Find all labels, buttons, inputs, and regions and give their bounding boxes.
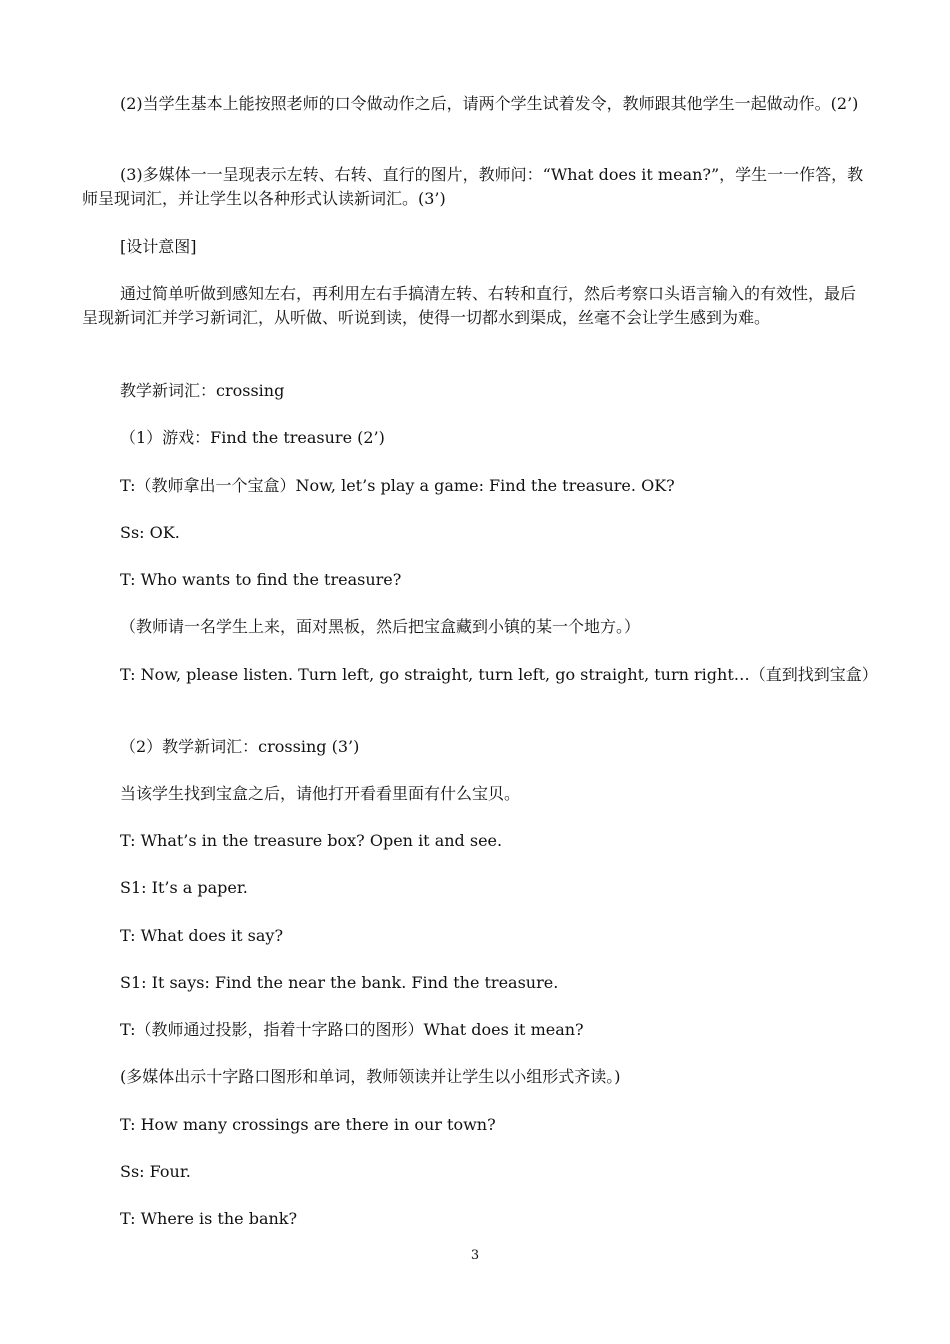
dialogue-line: T:（教师拿出一个宝盒）Now, let’s play a game: Find the treasure. OK? bbox=[120, 476, 675, 495]
dialogue-line: T: Who wants to find the treasure? bbox=[120, 570, 402, 589]
stage-direction: 当该学生找到宝盒之后，请他打开看看里面有什么宝贝。 bbox=[120, 784, 521, 803]
paragraph-step-3: (3)多媒体一一呈现表示左转、右转、直行的图片，教师问：“What does it mean?”，学生一一作答，教师呈现词汇，并让学生以各种形式认读新词汇。(3’) bbox=[82, 165, 864, 208]
stage-direction: （教师请一名学生上来，面对黑板，然后把宝盒藏到小镇的某一个地方。） bbox=[120, 617, 641, 636]
dialogue-line: Ss: OK. bbox=[120, 523, 180, 542]
paragraph-new-vocabulary: 教学新词汇：crossing bbox=[120, 381, 285, 400]
dialogue-line: Ss: Four. bbox=[120, 1162, 191, 1181]
paragraph-teach-crossing-heading: （2）教学新词汇：crossing (3’) bbox=[120, 737, 360, 756]
paragraph-game-heading: （1）游戏：Find the treasure (2’) bbox=[120, 428, 385, 447]
dialogue-line: S1: It says: Find the near the bank. Find the treasure. bbox=[120, 973, 559, 992]
paragraph-design-intent-heading: [设计意图] bbox=[120, 237, 197, 256]
dialogue-line: S1: It’s a paper. bbox=[120, 878, 248, 897]
dialogue-line: T: What’s in the treasure box? Open it and see. bbox=[120, 831, 503, 850]
dialogue-line: T:（教师通过投影，指着十字路口的图形）What does it mean? bbox=[120, 1020, 584, 1039]
dialogue-line: T: What does it say? bbox=[120, 926, 284, 945]
paragraph-design-intent-body: 通过简单听做到感知左右，再利用左右手搞清左转、右转和直行，然后考察口头语言输入的有效性，最后呈现新词汇并学习新词汇，从听做、听说到读，使得一切都水到渠成，丝毫不会让学生感到为难。 bbox=[82, 284, 857, 327]
page-number: 3 bbox=[470, 1248, 480, 1263]
paragraph-step-2: (2)当学生基本上能按照老师的口令做动作之后，请两个学生试着发令，教师跟其他学生一起做动作。(2’) bbox=[120, 94, 859, 113]
dialogue-line: T: Where is the bank? bbox=[120, 1209, 298, 1228]
stage-direction: (多媒体出示十字路口图形和单词，教师领读并让学生以小组形式齐读。) bbox=[120, 1067, 621, 1086]
dialogue-line: T: How many crossings are there in our town? bbox=[120, 1115, 496, 1134]
dialogue-line: T: Now, please listen. Turn left, go straight, turn left, go straight, turn right…（直到找到宝盒） bbox=[120, 665, 878, 684]
